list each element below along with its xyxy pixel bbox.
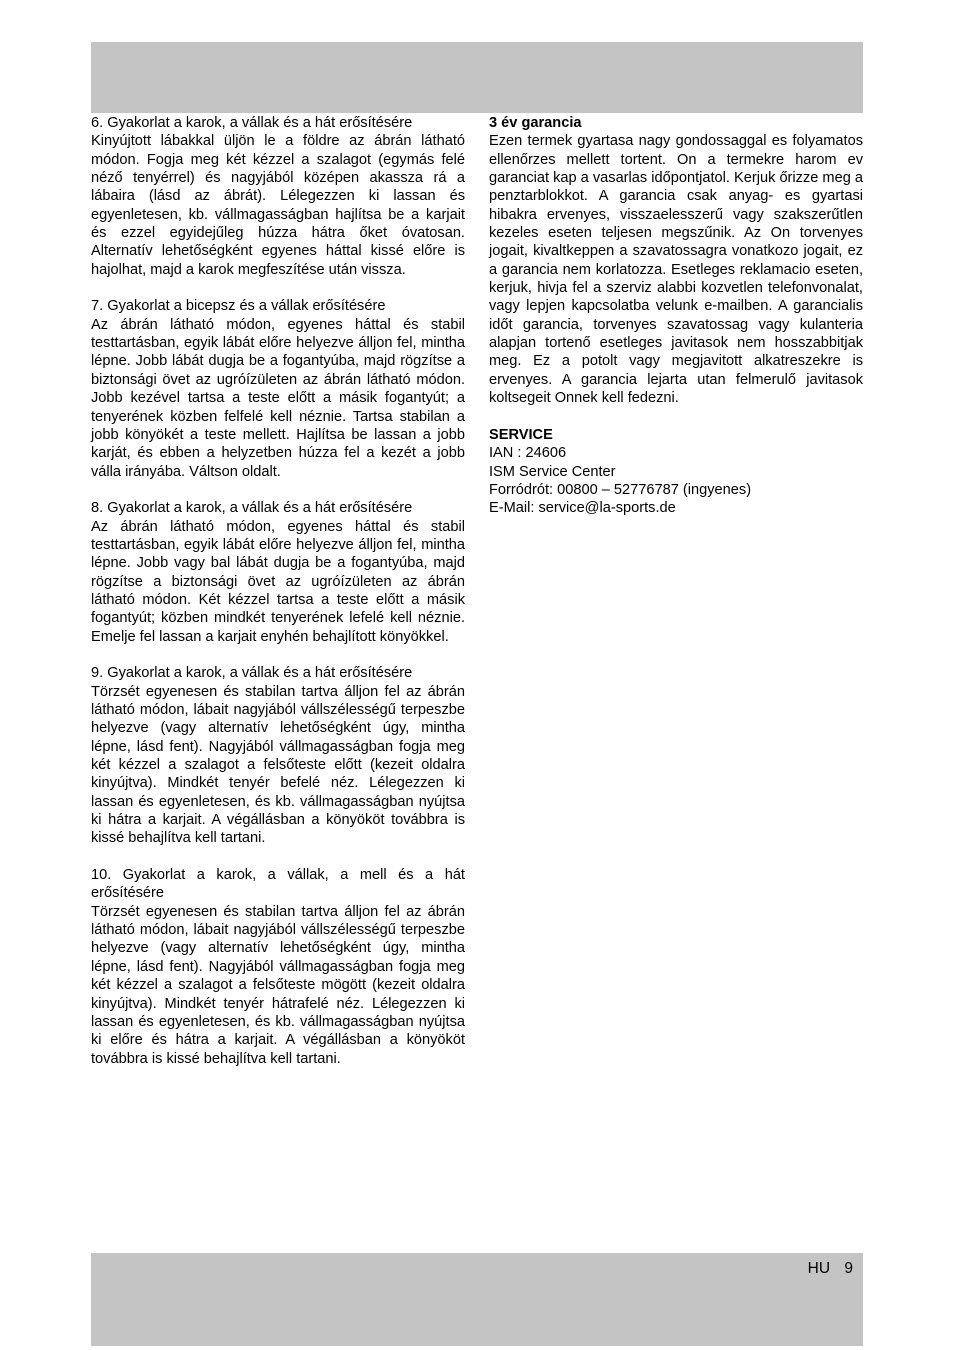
exercise-heading: 6. Gyakorlat a karok, a vállak és a hát erősítésére <box>91 115 413 131</box>
warranty-section <box>489 114 863 408</box>
service-center: ISM Service Center <box>489 463 616 480</box>
exercise-heading: 10. Gyakorlat a karok, a vállak, a mell és a hát erősítésére <box>91 867 465 902</box>
header-band <box>91 42 863 113</box>
service-hotline: Forródrót: 00800 – 52776787 (ingyenes) <box>489 481 752 498</box>
right-column <box>489 114 863 536</box>
service-heading: SERVICE <box>489 426 553 443</box>
exercise-heading: 8. Gyakorlat a karok, a vállak és a hát erősítésére <box>91 500 413 517</box>
warranty-body: Ezen termek gyartasa nagy gondossaggal es folyamatos ellenőrzes mellett tortent. On a termekre harom ev garanciat kap a vasarlas időpontjatol. Kerjuk őrizze meg a penztarblokkot. A garancia csak anyag- es gyartasi hibakra ervenyes, visszaelesszerű vagy szakszerűtlen kezeles eseten teljesen megszűnik. Az On torvenyes jogait, kivaltkeppen a szavatossagra vonatkozo jogait, ez a garancia nem korlatozza. Esetleges reklamacio eseten, kerjuk, hivja fel a szerviz alabbi kozvetlen telefonvonalat, vagy lepjen kapcsolatba velunk e-mailben. A garancialis időt garancia, torvenyes szavatossag vagy kulanteria alapjan tortenő esetleges javitasok nem hosszabbitjak meg. Ez a potolt vagy megjavitott alkatreszekre is ervenyes. A garancia lejarta utan felmerulő javitasok koltsegeit Onnek kell fedezni. <box>489 133 863 407</box>
service-section <box>489 426 863 518</box>
footer-band <box>91 1253 863 1346</box>
warranty-heading: 3 év garancia <box>489 115 582 131</box>
exercise-body: Az ábrán látható módon, egyenes háttal és stabil testtartásban, egyik lábát előre helyezve álljon fel, mintha lépne. Jobb lábát dugja be a fogantyúba, majd rögzítse a biztonsági övet az ugróízületen az ábrán látható módon. Jobb kezével tartsa a teste előtt a másik fogantyút; a tenyerének közben felfelé kell néznie. Tartsa stabilan a jobb könyökét a teste mellett. Hajlítsa be lassan a jobb karját, és ebben a helyzetben húzza fel a kezét a jobb válla irányába. Váltson oldalt. <box>91 316 465 480</box>
exercise-heading: 7. Gyakorlat a bicepsz és a vállak erősítésére <box>91 298 386 315</box>
left-column <box>91 114 465 1086</box>
exercise-9 <box>91 664 465 847</box>
exercise-body: Az ábrán látható módon, egyenes háttal és stabil testtartásban, egyik lábát előre helyezve álljon fel, mintha lépne. Jobb vagy bal lábát dugja be a fogantyúba, majd rögzítse a biztonsági övet az ugróízületen az ábrán látható módon. Két kézzel tartsa a teste előtt a másik fogantyút; közben mindkét tenyerének lefelé kell néznie. Emelje fel lassan a karjait enyhén behajlított könyökkel. <box>91 518 465 645</box>
service-ian: IAN : 24606 <box>489 445 567 462</box>
exercise-body: Törzsét egyenesen és stabilan tartva álljon fel az ábrán látható módon, lábait nagyjából vállszélességű terpeszbe helyezve (vagy alternatív lehetőségként úgy, mintha lépne, lásd fent). Nagyjából vállmagasságban fogja meg két kézzel a szalagot a felsőteste mögött (kezeit oldalra kinyújtva). Mindkét tenyér hátrafelé néz. Lélegezzen ki lassan és egyenletesen, és kb. vállmagasságban nyújtsa ki előre és hátra a karjait. A végállásban a könyököt továbbra is kissé behajlítva kell tartani. <box>91 903 465 1067</box>
exercise-body: Kinyújtott lábakkal üljön le a földre az ábrán látható módon. Fogja meg két kézzel a szalagot (egymás felé néző tenyérrel) és nagyjából középen akassza rá a lábaira (lásd az ábrát). Lélegezzen ki lassan és egyenletesen, kb. vállmagasságban hajlítsa be a karjait és ezzel egyidejűleg húzza hátra őket óvatosan. Alternatív lehetőségként egyenes háttal kissé előre is hajolhat, majd a karok megfeszítése után vissza. <box>91 133 465 278</box>
exercise-body: Törzsét egyenesen és stabilan tartva álljon fel az ábrán látható módon, lábait nagyjából vállszélességű terpeszbe helyezve (vagy alternatív lehetőségként úgy, mintha lépne, lásd fent). Nagyjából vállmagasságban fogja meg két kézzel a szalagot a felsőteste előtt (kezeit oldalra kinyújtva). Mindkét tenyér befelé néz. Lélegezzen ki lassan és egyenletesen, és kb. vállmagasságban nyújtsa ki hátra a karjait. A végállásban a könyököt továbbra is kissé behajlítva kell tartani. <box>91 683 465 847</box>
page-number: 9 <box>844 1260 853 1277</box>
language-code: HU <box>807 1260 831 1277</box>
exercise-8 <box>91 499 465 646</box>
service-email: E-Mail: service@la-sports.de <box>489 500 676 517</box>
exercise-heading: 9. Gyakorlat a karok, a vállak és a hát erősítésére <box>91 665 413 682</box>
exercise-6 <box>91 114 465 279</box>
exercise-7 <box>91 297 465 480</box>
exercise-10 <box>91 866 465 1068</box>
page-label <box>808 1260 853 1278</box>
